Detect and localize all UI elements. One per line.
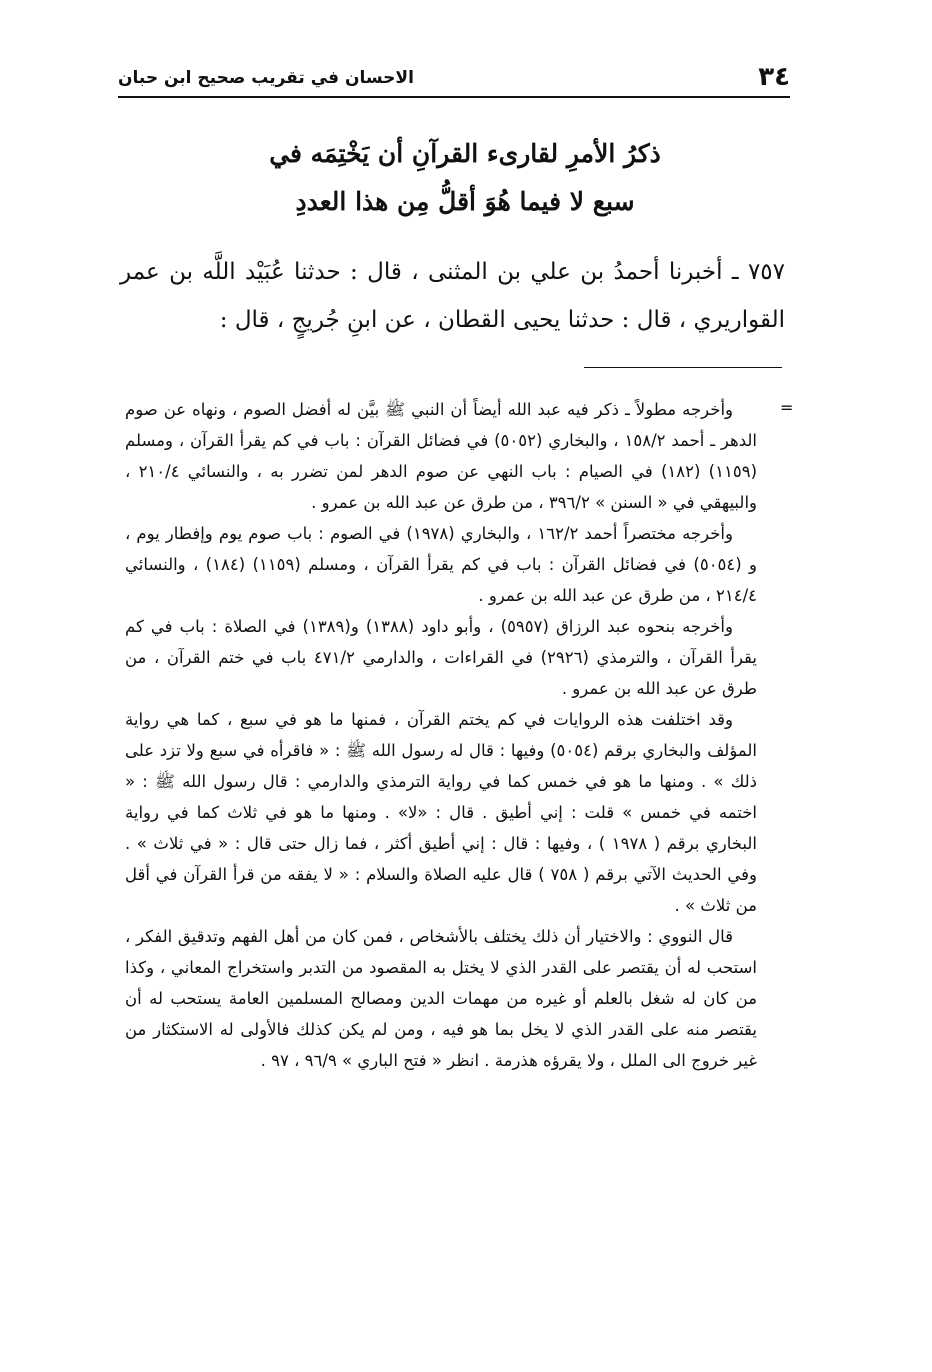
chapter-heading-line-1: ذكرُ الأمرِ لقارىء القرآنِ أن يَخْتِمَه في xyxy=(269,139,661,168)
chapter-heading-line-2: سبع لا فيما هُوَ أقلُّ مِن هذا العددِ xyxy=(295,187,635,216)
footnotes xyxy=(125,394,757,1076)
footnote-paragraph-4: وقد اختلفت هذه الروايات في كم يختم القرآن ، فمنها ما هو في سبع ، كما هي رواية المؤلف والبخاري برقم (٥٠٥٤) وفيها : قال له رسول الله ﷺ : « فاقرأه في سبع ولا تزد على ذلك » . ومنها ما هو في خمس كما في رواية الترمذي والدارمي : قال رسول الله ﷺ : « اختمه في خمس » قلت : إني أطيق . قال : «لا» . ومنها ما هو في ثلاث كما في رواية البخاري برقم ( ١٩٧٨ ) ، وفيها : قال : إني أطيق أكثر ، فما زال حتى قال : « في ثلاث » . وفي الحديث الآتي برقم ( ٧٥٨ ) قال عليه الصلاة والسلام : « لا يفقه من قرأ القرآن في أقل من ثلاث » . xyxy=(125,710,757,915)
footnote-paragraph-2: وأخرجه مختصراً أحمد ١٦٢/٢ ، والبخاري (١٩٧٨) في الصوم : باب صوم يوم وإفطار يوم ، و (٥٠٥٤) في فضائل القرآن : باب في كم يقرأ القرآن ، ومسلم (١١٥٩) (١٨٤) ، والنسائي ٢١٤/٤ ، من طرق عن عبد الله بن عمرو . xyxy=(125,524,758,605)
running-title: الاحسان في تقريب صحيح ابن حبان xyxy=(118,68,414,88)
hadith-text: ٧٥٧ ـ أخبرنا أحمدُ بن علي بن المثنى ، قال : حدثنا عُبَيْد اللَّه بن عمر القواريري ، قال : حدثنا يحيى القطان ، عن ابنِ جُريجٍ ، قال : xyxy=(120,259,785,333)
page-number: ٣٤ xyxy=(758,62,790,92)
footnote-paragraph-1: وأخرجه مطولاً ـ ذكر فيه عبد الله أيضاً أن النبي ﷺ بيَّن له أفضل الصوم ، ونهاه عن صوم الدهر ـ أحمد ١٥٨/٢ ، والبخاري (٥٠٥٢) في فضائل القرآن : باب في كم يقرأ القرآن ، ومسلم (١١٥٩) (١٨٢) في الصيام : باب النهي عن صوم الدهر لمن تضرر به ، والنسائي ٢١٠/٤ ، والبيهقي في « السنن » ٣٩٦/٢ ، من طرق عن عبد الله بن عمرو . xyxy=(125,400,757,512)
footnote-paragraph-5: قال النووي : والاختيار أن ذلك يختلف بالأشخاص ، فمن كان من أهل الفهم وتدقيق الفكر ، استحب له أن يقتصر على القدر الذي لا يختل به المقصود من التدبر واستخراج المعاني ، وكذا من كان له شغل بالعلم أو غيره من مهمات الدين ومصالح المسلمين العامة يستحب له أن يقتصر منه على القدر الذي لا يخل بما هو فيه ، ومن لم يكن كذلك فالأولى له الاستكثار من غير خروج الى الملل ، ولا يقرؤه هذرمة . انظر « فتح الباري » ٩٦/٩ ، ٩٧ . xyxy=(125,927,757,1070)
page-header xyxy=(118,62,790,98)
footnote-divider xyxy=(584,367,782,368)
footnote-paragraph-3: وأخرجه بنحوه عبد الرزاق (٥٩٥٧) ، وأبو داود (١٣٨٨) و(١٣٨٩) في الصلاة : باب في كم يقرأ القرآن ، والترمذي (٢٩٢٦) في القراءات ، والدارمي ٤٧١/٢ باب في ختم القرآن ، من طرق عن عبد الله بن عمرو . xyxy=(125,617,757,698)
footnote-continuation-mark: = xyxy=(780,398,794,417)
chapter-heading xyxy=(150,130,780,226)
